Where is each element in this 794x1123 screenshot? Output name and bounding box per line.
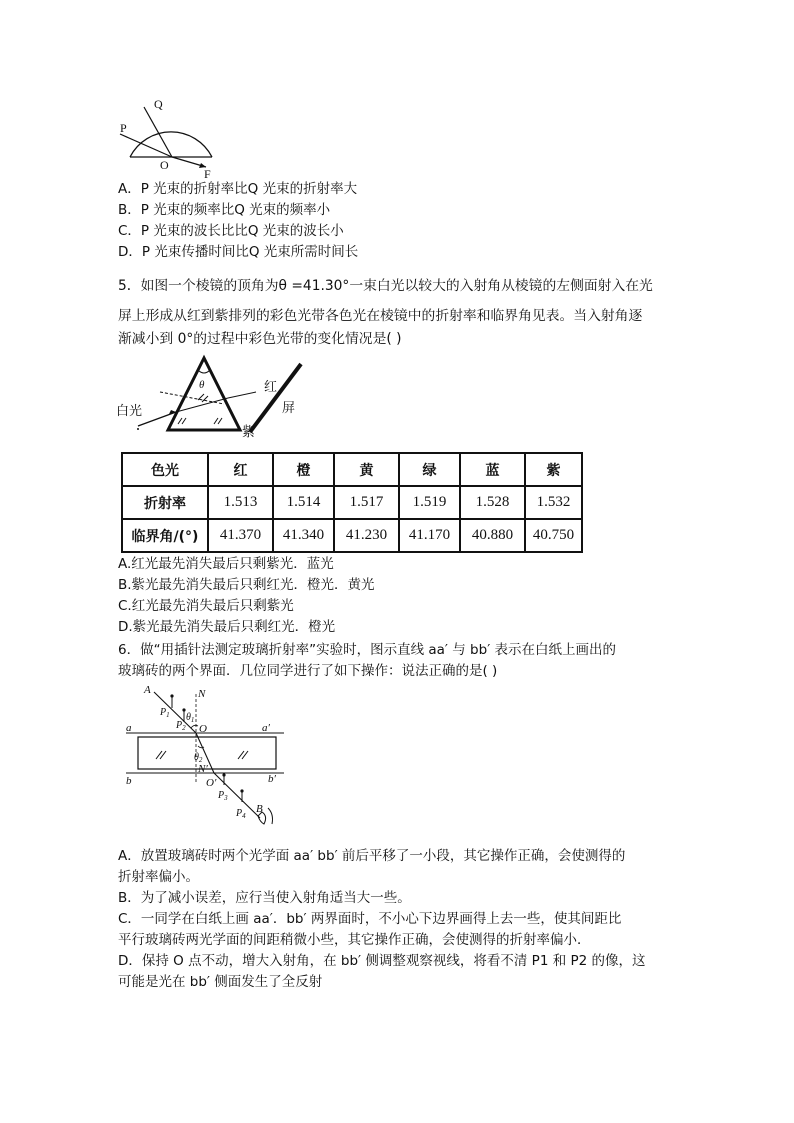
- table-cell: 紫: [525, 453, 582, 486]
- label-screen: 屏: [282, 401, 296, 416]
- label-b: b: [126, 775, 132, 787]
- label-n: N: [198, 688, 206, 700]
- refraction-table: [121, 452, 583, 553]
- label-o-prime: O′: [206, 777, 217, 789]
- label-violet: 紫: [242, 425, 256, 440]
- label-o: O: [199, 723, 207, 735]
- q5-option-b: B.紫光最先消失最后只剩红光．橙光．黄光: [118, 577, 375, 593]
- label-q: Q: [154, 97, 163, 111]
- q4-option-c: C．P 光束的波长比比Q 光束的波长小: [118, 223, 344, 239]
- table-cell: 黄: [334, 453, 399, 486]
- q6-option-d-line-2: 可能是光在 bb′ 侧面发生了全反射: [118, 974, 323, 990]
- table-cell: 临界角/(°): [122, 519, 208, 552]
- label-o: O: [160, 158, 169, 172]
- glass-block-figure: [118, 684, 298, 840]
- semicircle-refraction-figure: [110, 96, 220, 181]
- table-cell: 1.514: [273, 486, 334, 519]
- label-p3: $P_3$: [218, 790, 228, 802]
- table-cell: 折射率: [122, 486, 208, 519]
- table-row: [122, 486, 582, 519]
- q5-stem-line-2: 屏上形成从红到紫排列的彩色光带各色光在棱镜中的折射率和临界角见表。当入射角逐: [118, 308, 643, 324]
- table-cell: 41.370: [208, 519, 273, 552]
- q5-stem-line-1: 5．如图一个棱镜的顶角为θ =41.30°一束白光以较大的入射角从棱镜的左侧面射入在光: [118, 278, 653, 294]
- table-cell: 1.532: [525, 486, 582, 519]
- table-row: [122, 453, 582, 486]
- table-cell: 41.340: [273, 519, 334, 552]
- q4-option-d: D．P 光束传播时间比Q 光束所需时间长: [118, 244, 359, 260]
- q6-option-c-line-1: C．一同学在白纸上画 aa′．bb′ 两界面时，不小心下边界画得上去一些，使其间距比: [118, 911, 622, 927]
- q5-option-a: A.红光最先消失最后只剩紫光．蓝光: [118, 556, 334, 572]
- table-row: [122, 519, 582, 552]
- label-b-ray: B: [256, 803, 263, 815]
- label-theta1: $\theta_1$: [186, 712, 195, 724]
- q4-option-b: B．P 光束的频率比Q 光束的频率小: [118, 202, 331, 218]
- label-p1: $P_1$: [160, 707, 170, 719]
- table-cell: 色光: [122, 453, 208, 486]
- q5-option-c: C.红光最先消失最后只剩紫光: [118, 598, 294, 614]
- table-cell: 41.170: [399, 519, 460, 552]
- label-p2: $P_2$: [176, 720, 186, 732]
- q6-option-c-line-2: 平行玻璃砖两光学面的间距稍微小些，其它操作正确，会使测得的折射率偏小．: [118, 932, 591, 948]
- q6-option-a-line-2: 折射率偏小。: [118, 869, 199, 885]
- label-theta: θ: [199, 379, 205, 391]
- table-cell: 绿: [399, 453, 460, 486]
- q5-option-d: D.紫光最先消失最后只剩红光．橙光: [118, 619, 336, 635]
- table-cell: 40.750: [525, 519, 582, 552]
- q6-stem-line-2: 玻璃砖的两个界面．几位同学进行了如下操作：说法正确的是( ): [118, 663, 498, 679]
- table-cell: 1.517: [334, 486, 399, 519]
- table-cell: 41.230: [334, 519, 399, 552]
- label-a-ray: A: [144, 684, 151, 696]
- label-p: P: [120, 121, 127, 135]
- label-a: a: [126, 722, 132, 734]
- label-n-prime: N′: [198, 763, 208, 775]
- prism-figure: [118, 352, 318, 442]
- table-cell: 1.519: [399, 486, 460, 519]
- q6-option-b: B．为了减小误差，应行当使入射角适当大一些。: [118, 890, 411, 906]
- label-a-prime: a′: [262, 722, 270, 734]
- table-cell: 橙: [273, 453, 334, 486]
- q6-option-d-line-1: D．保持 O 点不动，增大入射角，在 bb′ 侧调整观察视线，将看不清 P1 和 P2 的像，这: [118, 953, 646, 969]
- label-theta2: $\theta_2$: [194, 752, 203, 764]
- table-cell: 红: [208, 453, 273, 486]
- q5-stem-line-3: 渐减小到 0°的过程中彩色光带的变化情况是( ): [118, 331, 402, 347]
- table-cell: 1.513: [208, 486, 273, 519]
- table-cell: 蓝: [460, 453, 525, 486]
- label-p4: $P_4$: [236, 808, 246, 820]
- q6-option-a-line-1: A．放置玻璃砖时两个光学面 aa′ bb′ 前后平移了一小段，其它操作正确，会使测得的: [118, 848, 626, 864]
- q4-option-a: A．P 光束的折射率比Q 光束的折射率大: [118, 181, 358, 197]
- label-f: F: [204, 167, 211, 181]
- label-red: 红: [264, 380, 278, 395]
- label-b-prime: b′: [268, 773, 276, 785]
- table-cell: 1.528: [460, 486, 525, 519]
- label-white-light: 白光: [116, 404, 143, 419]
- q6-stem-line-1: 6．做“用插针法测定玻璃折射率”实验时，图示直线 aa′ 与 bb′ 表示在白纸上画出的: [118, 642, 617, 658]
- table-cell: 40.880: [460, 519, 525, 552]
